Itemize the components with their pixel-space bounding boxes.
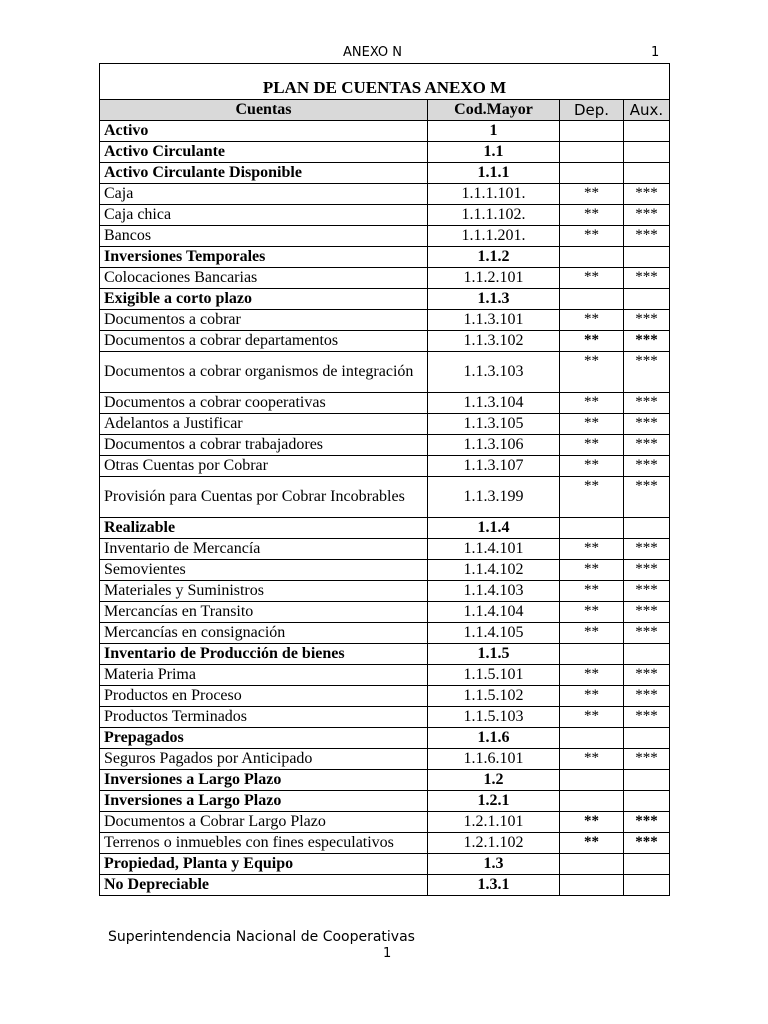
aux-cell: *** (624, 205, 670, 226)
account-name-cell: Seguros Pagados por Anticipado (100, 749, 428, 770)
account-name-cell: Provisión para Cuentas por Cobrar Incobrables (100, 477, 428, 518)
aux-cell: *** (624, 560, 670, 581)
account-name-cell: Documentos a cobrar departamentos (100, 331, 428, 352)
aux-cell (624, 770, 670, 791)
aux-cell: *** (624, 477, 670, 518)
aux-cell: *** (624, 812, 670, 833)
aux-cell: *** (624, 435, 670, 456)
table-row (100, 456, 670, 477)
account-name-cell: Semovientes (100, 560, 428, 581)
aux-cell (624, 121, 670, 142)
table-row (100, 247, 670, 268)
table-row (100, 686, 670, 707)
aux-cell: *** (624, 310, 670, 331)
aux-cell: *** (624, 749, 670, 770)
table-row (100, 728, 670, 749)
column-header-cuentas: Cuentas (100, 100, 428, 121)
aux-cell: *** (624, 665, 670, 686)
account-code-cell: 1.2.1.101 (428, 812, 560, 833)
aux-cell (624, 518, 670, 539)
account-name-cell: Activo (100, 121, 428, 142)
chart-of-accounts-table (99, 63, 670, 896)
account-code-cell: 1.1.3.106 (428, 435, 560, 456)
account-name-cell: Bancos (100, 226, 428, 247)
footer-organization: Superintendencia Nacional de Cooperativas (108, 929, 415, 945)
table-row (100, 854, 670, 875)
account-name-cell: Inventario de Producción de bienes (100, 644, 428, 665)
dep-cell: ** (560, 833, 624, 854)
dep-cell (560, 854, 624, 875)
table-row (100, 310, 670, 331)
account-name-cell: Otras Cuentas por Cobrar (100, 456, 428, 477)
account-code-cell: 1.2.1 (428, 791, 560, 812)
table-body (100, 121, 670, 896)
header-title: ANEXO N (343, 45, 402, 60)
aux-cell: *** (624, 268, 670, 289)
aux-cell (624, 644, 670, 665)
table-row (100, 581, 670, 602)
dep-cell: ** (560, 749, 624, 770)
account-name-cell: Mercancías en Transito (100, 602, 428, 623)
table-row (100, 331, 670, 352)
dep-cell: ** (560, 352, 624, 393)
aux-cell (624, 247, 670, 268)
account-name-cell: Materia Prima (100, 665, 428, 686)
account-code-cell: 1.1.3 (428, 289, 560, 310)
aux-cell: *** (624, 539, 670, 560)
account-code-cell: 1.1.5.101 (428, 665, 560, 686)
table-row (100, 352, 670, 393)
dep-cell: ** (560, 184, 624, 205)
account-code-cell: 1.1.5.102 (428, 686, 560, 707)
column-header-dep: Dep. (560, 100, 624, 121)
dep-cell: ** (560, 456, 624, 477)
account-code-cell: 1.1.4.102 (428, 560, 560, 581)
account-code-cell: 1.1.2 (428, 247, 560, 268)
account-code-cell: 1.1.3.107 (428, 456, 560, 477)
table-row (100, 707, 670, 728)
account-code-cell: 1.1.3.102 (428, 331, 560, 352)
aux-cell: *** (624, 352, 670, 393)
account-code-cell: 1.1.1.201. (428, 226, 560, 247)
table-row (100, 121, 670, 142)
dep-cell: ** (560, 226, 624, 247)
account-code-cell: 1.1 (428, 142, 560, 163)
dep-cell: ** (560, 602, 624, 623)
table-row (100, 414, 670, 435)
dep-cell (560, 289, 624, 310)
dep-cell: ** (560, 686, 624, 707)
table-title: PLAN DE CUENTAS ANEXO M (100, 64, 670, 100)
dep-cell: ** (560, 581, 624, 602)
dep-cell: ** (560, 435, 624, 456)
account-code-cell: 1.3.1 (428, 875, 560, 896)
dep-cell: ** (560, 707, 624, 728)
table-row (100, 477, 670, 518)
table-row (100, 791, 670, 812)
table-row (100, 163, 670, 184)
aux-cell: *** (624, 623, 670, 644)
dep-cell: ** (560, 539, 624, 560)
account-code-cell: 1.1.3.199 (428, 477, 560, 518)
footer-page-number: 1 (383, 946, 392, 961)
dep-cell: ** (560, 393, 624, 414)
dep-cell (560, 247, 624, 268)
header-page-number: 1 (651, 45, 660, 60)
table-row (100, 205, 670, 226)
account-code-cell: 1.3 (428, 854, 560, 875)
dep-cell (560, 728, 624, 749)
dep-cell: ** (560, 812, 624, 833)
account-name-cell: Inversiones Temporales (100, 247, 428, 268)
account-code-cell: 1.1.1.101. (428, 184, 560, 205)
dep-cell (560, 163, 624, 184)
dep-cell: ** (560, 477, 624, 518)
aux-cell (624, 854, 670, 875)
dep-cell: ** (560, 665, 624, 686)
dep-cell: ** (560, 560, 624, 581)
table-row (100, 268, 670, 289)
account-name-cell: Adelantos a Justificar (100, 414, 428, 435)
account-name-cell: Colocaciones Bancarias (100, 268, 428, 289)
account-name-cell: Inversiones a Largo Plazo (100, 791, 428, 812)
account-name-cell: Documentos a cobrar trabajadores (100, 435, 428, 456)
aux-cell: *** (624, 414, 670, 435)
aux-cell: *** (624, 833, 670, 854)
aux-cell (624, 791, 670, 812)
aux-cell: *** (624, 184, 670, 205)
table-row (100, 226, 670, 247)
account-code-cell: 1.2.1.102 (428, 833, 560, 854)
aux-cell: *** (624, 456, 670, 477)
account-name-cell: Documentos a cobrar organismos de integración (100, 352, 428, 393)
dep-cell (560, 142, 624, 163)
account-name-cell: Materiales y Suministros (100, 581, 428, 602)
aux-cell (624, 163, 670, 184)
account-code-cell: 1.2 (428, 770, 560, 791)
account-code-cell: 1.1.1.102. (428, 205, 560, 226)
dep-cell: ** (560, 205, 624, 226)
account-name-cell: Mercancías en consignación (100, 623, 428, 644)
dep-cell: ** (560, 310, 624, 331)
account-name-cell: Activo Circulante (100, 142, 428, 163)
account-code-cell: 1.1.4 (428, 518, 560, 539)
table-row (100, 560, 670, 581)
table-row (100, 644, 670, 665)
account-name-cell: Prepagados (100, 728, 428, 749)
dep-cell (560, 121, 624, 142)
account-code-cell: 1.1.6 (428, 728, 560, 749)
aux-cell: *** (624, 581, 670, 602)
table-row (100, 184, 670, 205)
aux-cell: *** (624, 707, 670, 728)
table-row (100, 833, 670, 854)
account-code-cell: 1.1.4.103 (428, 581, 560, 602)
table-row (100, 393, 670, 414)
dep-cell (560, 770, 624, 791)
table-row (100, 539, 670, 560)
aux-cell (624, 875, 670, 896)
dep-cell: ** (560, 414, 624, 435)
account-code-cell: 1.1.1 (428, 163, 560, 184)
account-name-cell: Exigible a corto plazo (100, 289, 428, 310)
aux-cell (624, 728, 670, 749)
table-row (100, 602, 670, 623)
column-header-cod-mayor: Cod.Mayor (428, 100, 560, 121)
dep-cell: ** (560, 268, 624, 289)
account-code-cell: 1.1.3.101 (428, 310, 560, 331)
account-name-cell: No Depreciable (100, 875, 428, 896)
aux-cell: *** (624, 602, 670, 623)
table-row (100, 665, 670, 686)
account-code-cell: 1.1.4.101 (428, 539, 560, 560)
account-name-cell: Documentos a cobrar (100, 310, 428, 331)
dep-cell (560, 518, 624, 539)
account-name-cell: Terrenos o inmuebles con fines especulativos (100, 833, 428, 854)
account-code-cell: 1.1.5.103 (428, 707, 560, 728)
aux-cell (624, 142, 670, 163)
account-name-cell: Realizable (100, 518, 428, 539)
table-row (100, 435, 670, 456)
table-row (100, 812, 670, 833)
column-header-aux: Aux. (624, 100, 670, 121)
account-name-cell: Inversiones a Largo Plazo (100, 770, 428, 791)
account-code-cell: 1.1.3.104 (428, 393, 560, 414)
account-name-cell: Documentos a Cobrar Largo Plazo (100, 812, 428, 833)
account-name-cell: Documentos a cobrar cooperativas (100, 393, 428, 414)
table-row (100, 623, 670, 644)
aux-cell: *** (624, 393, 670, 414)
account-name-cell: Caja chica (100, 205, 428, 226)
account-code-cell: 1.1.3.105 (428, 414, 560, 435)
account-code-cell: 1.1.3.103 (428, 352, 560, 393)
account-code-cell: 1.1.5 (428, 644, 560, 665)
account-name-cell: Productos en Proceso (100, 686, 428, 707)
dep-cell: ** (560, 331, 624, 352)
account-code-cell: 1.1.4.105 (428, 623, 560, 644)
account-name-cell: Propiedad, Planta y Equipo (100, 854, 428, 875)
table-row (100, 875, 670, 896)
dep-cell (560, 791, 624, 812)
aux-cell: *** (624, 686, 670, 707)
dep-cell (560, 875, 624, 896)
table-row (100, 289, 670, 310)
aux-cell: *** (624, 331, 670, 352)
table-row (100, 770, 670, 791)
aux-cell (624, 289, 670, 310)
account-code-cell: 1 (428, 121, 560, 142)
account-name-cell: Productos Terminados (100, 707, 428, 728)
dep-cell: ** (560, 623, 624, 644)
column-header-row (100, 100, 670, 121)
account-code-cell: 1.1.2.101 (428, 268, 560, 289)
dep-cell (560, 644, 624, 665)
table-row (100, 142, 670, 163)
account-name-cell: Inventario de Mercancía (100, 539, 428, 560)
account-name-cell: Activo Circulante Disponible (100, 163, 428, 184)
account-name-cell: Caja (100, 184, 428, 205)
account-code-cell: 1.1.6.101 (428, 749, 560, 770)
table-row (100, 518, 670, 539)
table-row (100, 749, 670, 770)
account-code-cell: 1.1.4.104 (428, 602, 560, 623)
aux-cell: *** (624, 226, 670, 247)
